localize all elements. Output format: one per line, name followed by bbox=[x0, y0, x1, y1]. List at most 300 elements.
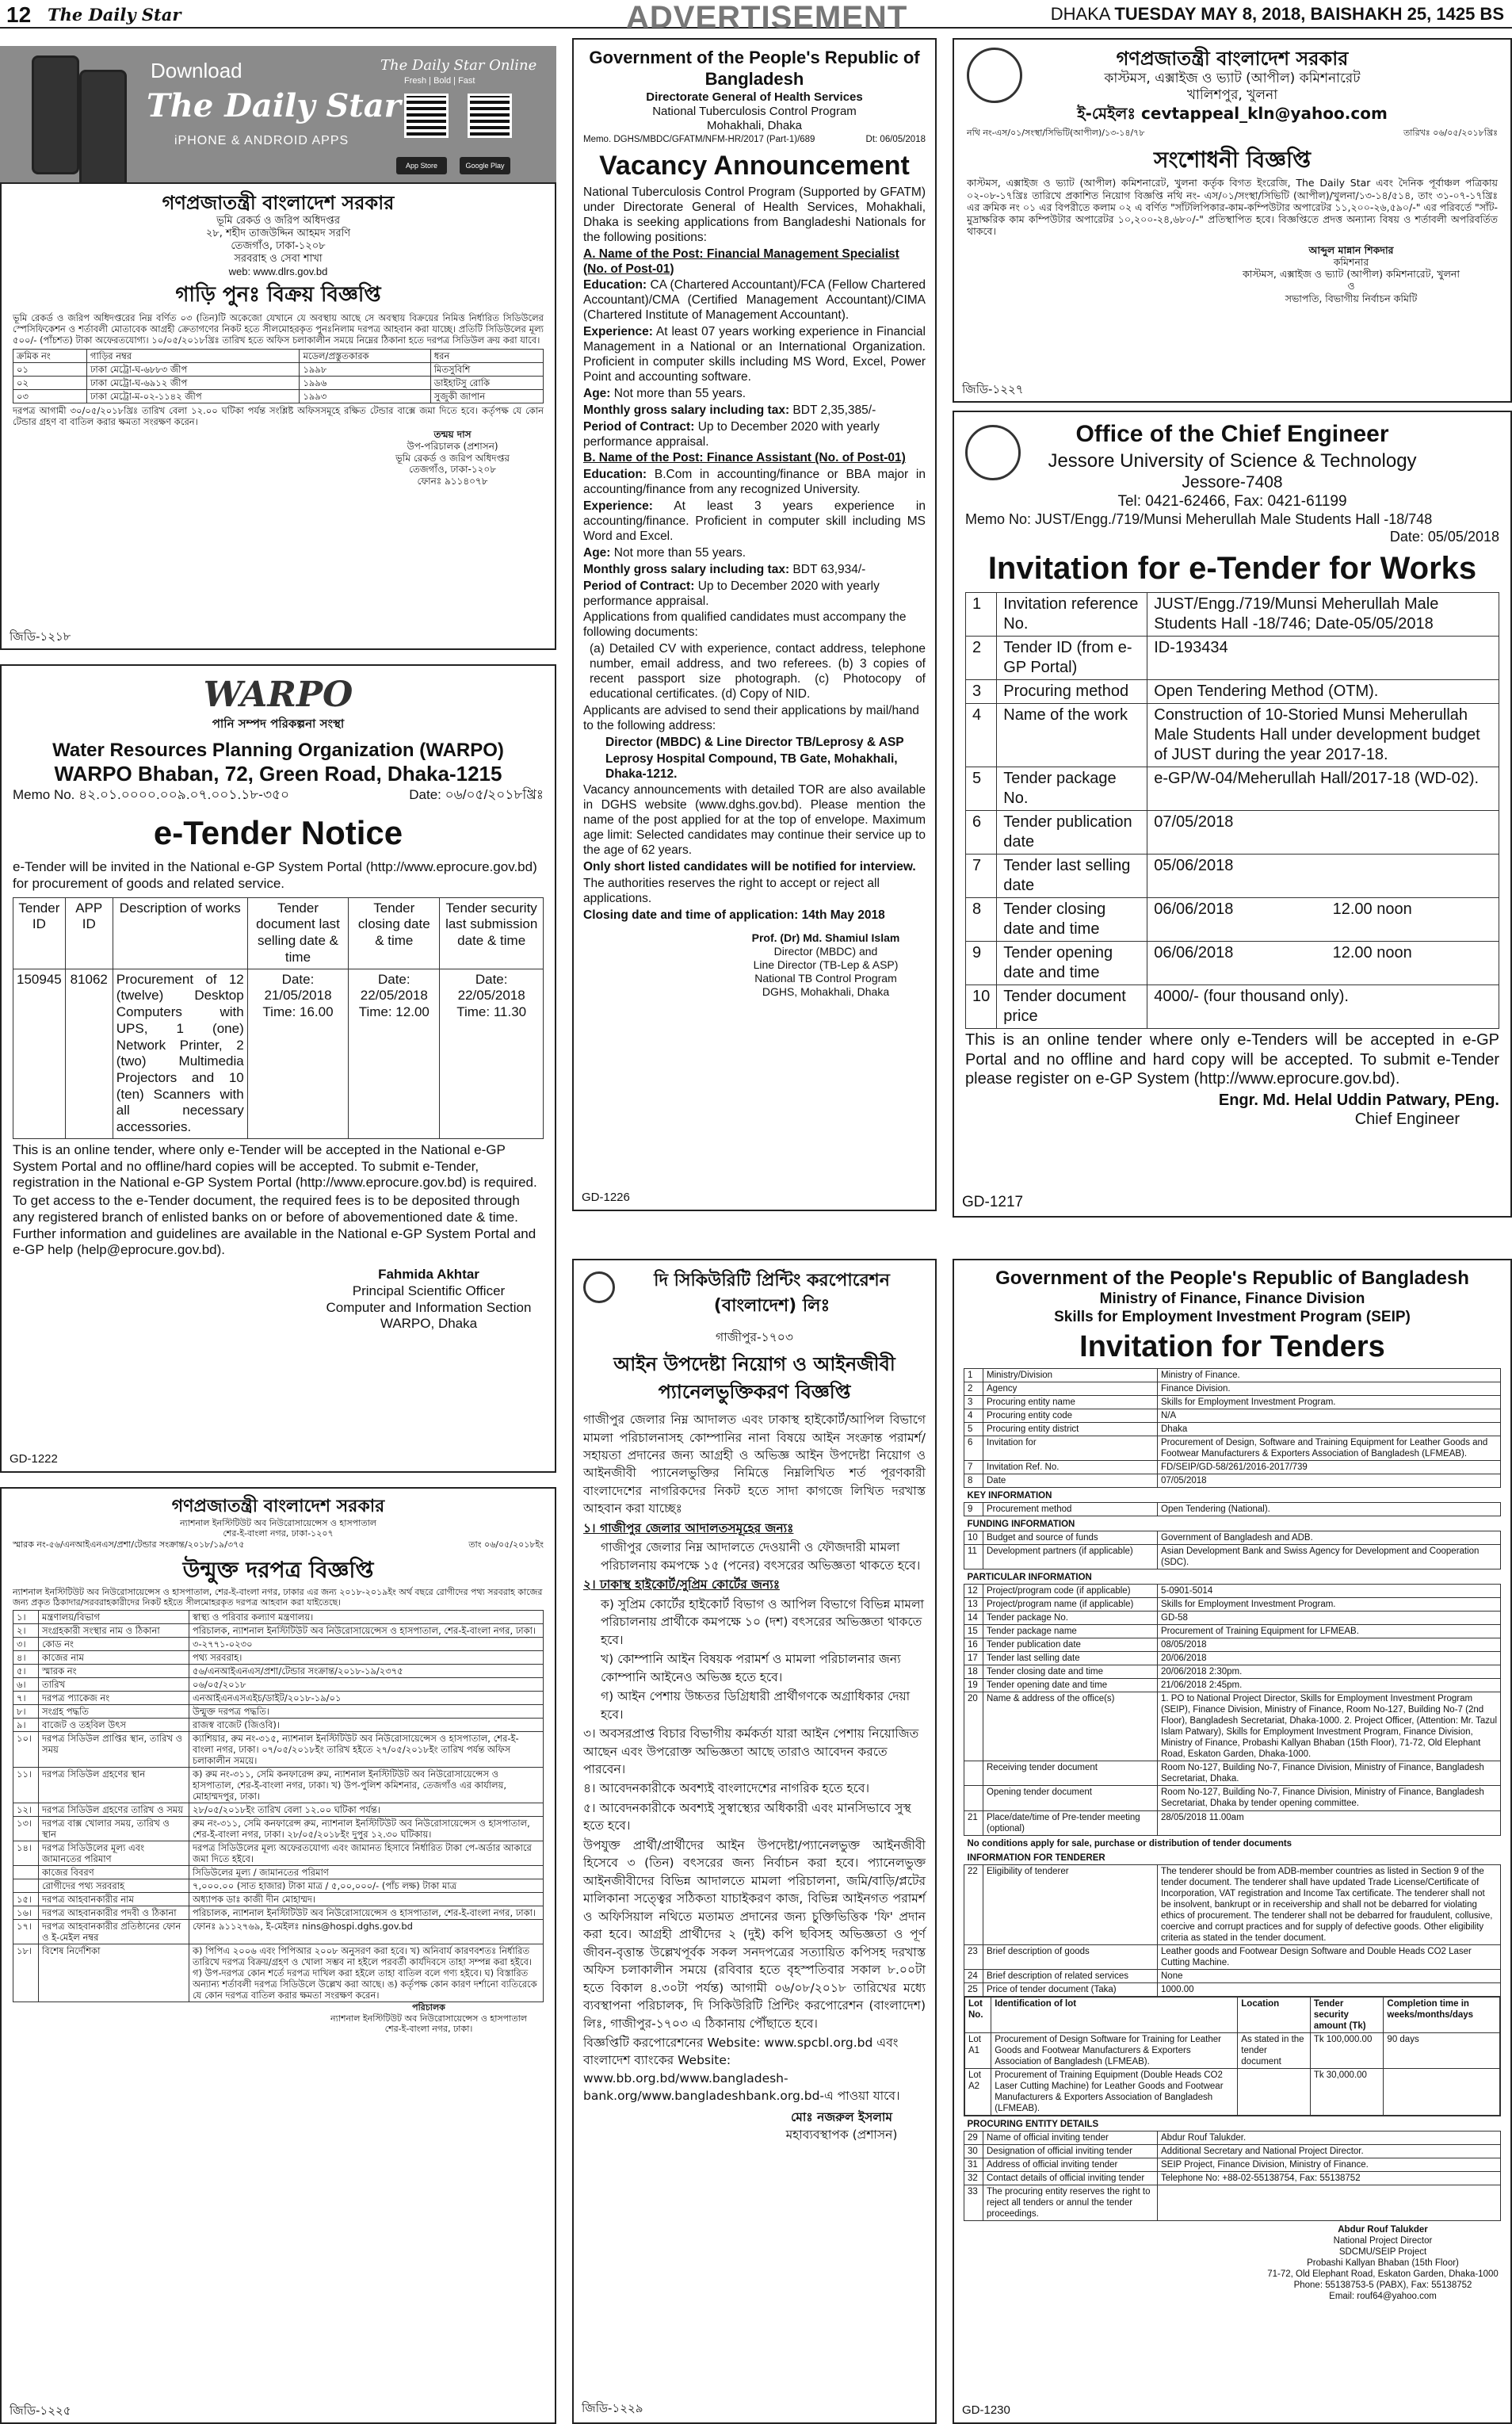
table-cell: Agency bbox=[983, 1382, 1158, 1395]
table-cell: 21 bbox=[964, 1810, 983, 1835]
table-cell: Tk 100,000.00 bbox=[1310, 2032, 1384, 2068]
spcbl-item2b: খ) কোম্পানি আইন বিষয়ক পরামর্শ ও মামলা পরিচালনার জন্য কোম্পানি আইনেও অভিজ্ঞ হতে হবে। bbox=[601, 1652, 901, 1684]
customs-signature bbox=[1205, 244, 1498, 304]
just-title: Invitation for e-Tender for Works bbox=[987, 550, 1477, 586]
table-cell: মিতসুবিশি bbox=[430, 363, 543, 377]
table-cell: সংগ্রহকারী সংস্থার নাম ও ঠিকানা bbox=[39, 1623, 189, 1637]
memo-number: Memo. DGHS/MBDC/GFATM/NFM-HR/2017 (Part-1)/689 bbox=[583, 134, 815, 144]
table-row bbox=[965, 2068, 1500, 2115]
promo-apps: iPHONE & ANDROID APPS bbox=[174, 134, 349, 147]
gd-number: জিডি-১২২৫ bbox=[10, 2403, 71, 2418]
table-row bbox=[964, 1679, 1501, 1692]
spcbl-item2c: গ) আইন পেশায় উচ্চতর ডিগ্রিধারী প্রার্থীগণকে অগ্রাধিকার দেয়া হবে। bbox=[601, 1689, 911, 1722]
table-cell: 22 bbox=[964, 1864, 983, 1944]
table-cell: Date: 22/05/2018 Time: 11.30 bbox=[440, 969, 544, 1138]
table-row bbox=[964, 1585, 1501, 1598]
table-cell: 15 bbox=[964, 1625, 983, 1638]
table-cell: ০১ bbox=[13, 363, 87, 377]
table-cell: দরপত্র সিডিউলের মূল্য এবং জামানতের পরিমাণ bbox=[39, 1841, 189, 1865]
table-cell: ৯। bbox=[13, 1718, 39, 1731]
spcbl-item1: গাজীপুর জেলার নিম্ন আদালতে দেওয়ানী ও ফৌজদারী মামলা পরিচালনায় কমপক্ষে ১৫ (পনের) বৎসরের অভিজ্ঞতা থাকতে হবে। bbox=[601, 1540, 921, 1573]
table-cell: Procuring entity name bbox=[983, 1396, 1158, 1409]
table-row bbox=[13, 1731, 544, 1767]
table-cell: ফোনঃ ৯১১২৭৬৯, ই-মেইলঃ nins@hospi.dghs.gov.bd bbox=[189, 1919, 544, 1944]
table-row bbox=[13, 1803, 544, 1816]
table-row bbox=[964, 1545, 1501, 1569]
warpo-logo-text: WARPO bbox=[203, 675, 353, 715]
table-row bbox=[966, 898, 1499, 942]
table-cell: Completion time in weeks/months/days bbox=[1384, 1997, 1500, 2032]
table-cell: ৩। bbox=[13, 1637, 39, 1650]
dateline-bangla: BAISHAKH 25, 1425 BS bbox=[1310, 4, 1504, 24]
section-heading bbox=[964, 1835, 1501, 1850]
masthead bbox=[0, 0, 1512, 35]
table-cell: Eligibility of tenderer bbox=[983, 1864, 1158, 1944]
table-cell: Tender last selling date bbox=[997, 855, 1147, 898]
spcbl-intro: গাজীপুর জেলার নিম্ন আদালত এবং ঢাকাস্থ হাইকোর্ট/আপিল বিভাগে মামলা পরিচালনাসহ কোম্পানির নানা বিষয়ে আইন সংক্রান্ত পরামর্শ/ সহায়তা প্রদানের জন্য আগ্রহী ও অভিজ্ঞ আইন উপদেষ্টা নিয়োগ ও আইনজীবী প্যানেলভুক্তির নিমিত্তে নিম্নলিখিত শর্ত পূরণকারী বাংলাদেশের নাগরিকদের নিকট হতে সাদা কাগজে লিখিত দরখাস্ত আহবান করা যাচ্ছেঃ bbox=[583, 1413, 926, 1516]
table-cell: INFORMATION FOR TENDERER bbox=[967, 1852, 1105, 1863]
table-cell: ID-193434 bbox=[1147, 637, 1499, 680]
spcbl-item4: ৪। আবেদনকারীকে অবশ্যই বাংলাদেশের নাগরিক হতে হবে। bbox=[583, 1781, 870, 1796]
table-cell: ডাইহাটসু রোকি bbox=[430, 377, 543, 390]
table-cell: 07/05/2018 bbox=[1147, 811, 1499, 855]
signer-name: মোঃ নজরুল ইসলাম bbox=[791, 2109, 892, 2124]
table-cell: Room No-127, Building No-7, Finance Division, Ministry of Finance, Bangladesh Secretariat, Dhaka by tender opening committee. bbox=[1158, 1786, 1501, 1810]
table-cell: PARTICULAR INFORMATION bbox=[967, 1573, 1092, 1583]
table-cell: e-GP/W-04/Meherullah Hall/2017-18 (WD-02). bbox=[1147, 767, 1499, 811]
lot-table bbox=[964, 1997, 1500, 2116]
table-cell: এনআইএনএসএইচ/ডাইট/২০১৮-১৯/০১ bbox=[189, 1691, 544, 1704]
table-cell: দরপত্র বাক্স খোলার সময়, তারিখ ও স্থান bbox=[39, 1816, 189, 1841]
table-cell: As stated in the tender document bbox=[1238, 2032, 1311, 2068]
spcbl-org: দি সিকিউরিটি প্রিন্টিং করপোরেশন (বাংলাদেশ) লিঃ bbox=[654, 1271, 890, 1316]
warpo-memo-line bbox=[13, 787, 544, 806]
table-cell: 33 bbox=[964, 2185, 983, 2220]
ntp-directorate: Directorate General of Health Services bbox=[646, 90, 863, 104]
signer-title: National TB Control Program bbox=[754, 971, 897, 985]
promo-download: Download bbox=[151, 59, 242, 82]
table-cell: ১৯৯৮ bbox=[300, 363, 430, 377]
signer-title: Chief Engineer bbox=[1354, 1110, 1460, 1128]
table-cell: Open Tendering (National). bbox=[1158, 1503, 1501, 1516]
ntp-address2: Leprosy Hospital Compound, TB Gate, Mohakhali, Dhaka-1212. bbox=[605, 751, 898, 781]
nins-table bbox=[13, 1610, 544, 2002]
table-row bbox=[964, 1612, 1501, 1625]
promo-paper: The Daily Star bbox=[147, 87, 401, 124]
table-row bbox=[13, 969, 544, 1138]
table-cell: ১০। bbox=[13, 1731, 39, 1767]
table-cell: ০৩ bbox=[13, 390, 87, 403]
table-cell: Dhaka bbox=[1158, 1423, 1501, 1436]
table-row bbox=[13, 1718, 544, 1731]
table-cell: ১১। bbox=[13, 1767, 39, 1803]
signer-title: SDCMU/SEIP Project bbox=[1338, 2247, 1427, 2258]
table-cell: 07/05/2018 bbox=[1158, 1474, 1501, 1488]
field-label: Experience: bbox=[583, 325, 653, 339]
table-cell: ০২ bbox=[13, 377, 87, 390]
table-cell: N/A bbox=[1158, 1409, 1501, 1423]
memo-date: Dt: 06/05/2018 bbox=[865, 134, 926, 144]
qr-code-icon bbox=[468, 94, 512, 138]
table-cell: 8 bbox=[964, 1474, 983, 1488]
table-cell: ৫৬/এনআইএনএস/প্রশা/টেন্ডার সংক্রান্ত/২০১৮-১৯/২৩৭৫ bbox=[189, 1664, 544, 1677]
nins-address: শের-ই-বাংলা নগর, ঢাকা-১২০৭ bbox=[223, 1528, 334, 1539]
table-row bbox=[13, 1919, 544, 1944]
signer-title: 71-72, Old Elephant Road, Eskaton Garden, Dhaka-1000 bbox=[1267, 2269, 1499, 2280]
table-cell: 29 bbox=[964, 2131, 983, 2144]
signer-name: Prof. (Dr) Md. Shamiul Islam bbox=[751, 931, 900, 944]
table-cell: 9 bbox=[966, 942, 997, 985]
table-cell: The procuring entity reserves the right to reject all tenders or annul the tender proceedings. bbox=[983, 2185, 1158, 2220]
ntp-vacancy-notice bbox=[572, 38, 937, 1211]
table-cell: 05/06/2018 bbox=[1147, 855, 1499, 898]
table-cell: Procurement of Training Equipment (Double Heads CO2 Laser Cutting Machine) for Leather Goods and Footwear Manufacturers & Exporters Association of Bangladesh (LFMEAB). bbox=[991, 2068, 1238, 2115]
spcbl-title: আইন উপদেষ্টা নিয়োগ ও আইনজীবী প্যানেলভুক্তিকরণ বিজ্ঞপ্তি bbox=[613, 1353, 895, 1404]
table-cell: 7 bbox=[966, 855, 997, 898]
customs-email[interactable]: ই-মেইলঃ cevtappeal_kln@yahoo.com bbox=[1077, 103, 1388, 123]
ntp-post-a-salary bbox=[583, 403, 926, 419]
table-cell: 90 days bbox=[1384, 2032, 1500, 2068]
spcbl-signature bbox=[758, 2109, 926, 2144]
gd-number: GD-1217 bbox=[962, 1193, 1024, 1210]
dlrs-web-link[interactable]: web: www.dlrs.gov.bd bbox=[228, 265, 328, 277]
table-cell bbox=[1238, 2068, 1311, 2115]
ntp-intro: National Tuberculosis Control Program (Supported by GFATM) under Directorate General of Health Services, Mohakhali, Dhaka is seeking applications from Bangladeshi Nationals for the following positions: bbox=[583, 185, 926, 244]
dateline bbox=[1051, 4, 1504, 25]
table-cell: দরপত্র সিডিউল গ্রহণের তারিখ ও সময় bbox=[39, 1803, 189, 1816]
field-value: At least 3 years experience in accounting/finance. Proficient in computer skill including MS Word and Excel. bbox=[583, 499, 926, 543]
table-header: Tender closing date & time bbox=[349, 897, 440, 969]
signer-title: National Project Director bbox=[1333, 2236, 1433, 2246]
table-cell bbox=[964, 1786, 983, 1810]
section-heading bbox=[964, 1516, 1501, 1531]
warpo-fee-text: To get access to the e-Tender document, the required fees is to be deposited through any registered branch of enlisted banks on or before of abovementioned date & time. Further information and guidelines are available in the National e-GP System Portal and e-GP help (help@eprocure.gov.bd). bbox=[13, 1193, 536, 1258]
memo-date: তারিখঃ ০৬/০৫/২০১৮খ্রিঃ bbox=[1403, 128, 1498, 139]
table-cell: Invitation reference No. bbox=[997, 593, 1147, 637]
table-cell: Procurement of 12 (twelve) Desktop Computers with UPS, 1 (one) Network Printer, 2 (two) Multimedia Projectors and 10 (ten) Scanners with all necessary accessories. bbox=[113, 969, 247, 1138]
table-header: Description of works bbox=[113, 897, 247, 969]
lot-table-row bbox=[964, 1996, 1501, 2116]
table-row bbox=[964, 2144, 1501, 2158]
table-cell: ৫। bbox=[13, 1664, 39, 1677]
dlrs-signature bbox=[361, 429, 544, 487]
table-cell: ঢাকা মেট্রো-ঘ-৬৯১২ জীপ bbox=[86, 377, 300, 390]
table-cell: দরপত্র আহবানকারীর নাম bbox=[39, 1892, 189, 1906]
table-cell: Ministry/Division bbox=[983, 1368, 1158, 1382]
table-row bbox=[13, 390, 544, 403]
table-cell: Receiving tender document bbox=[983, 1761, 1158, 1786]
table-cell: Ministry of Finance. bbox=[1158, 1368, 1501, 1382]
table-cell: ১৬। bbox=[13, 1906, 39, 1919]
qr-code-icon bbox=[404, 94, 449, 138]
signer-org: WARPO, Dhaka bbox=[380, 1316, 478, 1332]
table-cell: ২। bbox=[13, 1623, 39, 1637]
table-cell: দরপত্র সিডিউল প্রাপ্তির স্থান, তারিখ ও সময় bbox=[39, 1731, 189, 1767]
field-value: At least 07 years working experience in Financial Management in a National or an International Organization. Proficient in computer skills including MS Word, Excel, Power Point and accounting software. bbox=[583, 325, 926, 384]
ntp-docs: (a) Detailed CV with experience, contact address, telephone number, email address, and two referees. (b) 3 copies of recent passport size photograph. (c) Photocopy of educational certificates. (d) Copy of NID. bbox=[590, 642, 926, 702]
table-cell: Date bbox=[983, 1474, 1158, 1488]
table-cell: Invitation for bbox=[983, 1436, 1158, 1461]
table-header-row bbox=[13, 897, 544, 969]
table-cell: 2 bbox=[966, 637, 997, 680]
table-cell: 12 bbox=[964, 1585, 983, 1598]
spcbl-logo-icon bbox=[583, 1271, 615, 1303]
table-cell: ১৫। bbox=[13, 1892, 39, 1906]
signer-title: DGHS, Mohakhali, Dhaka bbox=[762, 985, 890, 998]
warpo-notice bbox=[0, 664, 556, 1473]
signer-place: শের-ই-বাংলা নগর, ঢাকা। bbox=[384, 2023, 473, 2034]
table-cell: 5-0901-5014 bbox=[1158, 1585, 1501, 1598]
field-label: Education: bbox=[583, 468, 647, 482]
table-row bbox=[964, 1409, 1501, 1423]
field-label: Monthly gross salary including tax: bbox=[583, 403, 790, 417]
table-row bbox=[964, 1436, 1501, 1461]
table-row bbox=[13, 1650, 544, 1664]
table-cell: বিশেষ নির্দেশিকা bbox=[39, 1944, 189, 2002]
nins-org: ন্যাশনাল ইনস্টিটিউট অব নিউরোসায়েন্সেস ও হাসপাতাল bbox=[180, 1517, 376, 1528]
ntp-post-a-exp bbox=[583, 325, 926, 385]
table-cell: উন্মুক্ত দরপত্র পদ্ধতি। bbox=[189, 1704, 544, 1718]
table-cell: 13 bbox=[964, 1598, 983, 1612]
table-row bbox=[964, 1598, 1501, 1612]
seip-tender-notice bbox=[953, 1259, 1512, 2424]
table-cell: বাজেট ও তহবিল উৎস bbox=[39, 1718, 189, 1731]
field-value: BDT 2,35,385/- bbox=[792, 403, 876, 417]
field-label: Experience: bbox=[583, 499, 653, 514]
table-cell: Procurement of Training Equipment for LFMEAB. bbox=[1158, 1625, 1501, 1638]
field-value: Up to December 2020 with yearly performance appraisal. bbox=[583, 419, 880, 449]
table-cell: রুম নং-৩১১, সেমি কনফারেন্স রুম, ন্যাশনাল ইনস্টিটিউট অব নিউরোসায়েন্সেস ও হাসপাতাল, শের-ই-বাংলা নগর, ঢাকা। ২৮/০৫/২০১৮ইং দুপুর ১২.৩০ ঘটিকায়। bbox=[189, 1816, 544, 1841]
signer-phone: ফোনঃ ৯১১৪০৭৮ bbox=[417, 475, 488, 487]
table-cell: Tender publication date bbox=[997, 811, 1147, 855]
table-cell: Tender closing date and time bbox=[997, 898, 1147, 942]
table-cell: 16 bbox=[964, 1638, 983, 1652]
table-header: গাড়ির নম্বর bbox=[86, 350, 300, 363]
ntp-post-a-age bbox=[583, 387, 926, 402]
table-row bbox=[964, 2185, 1501, 2220]
just-university: Jessore University of Science & Technology bbox=[1048, 449, 1417, 472]
table-cell: Lot A1 bbox=[965, 2032, 991, 2068]
seip-program: Skills for Employment Investment Program (SEIP) bbox=[1054, 1309, 1411, 1326]
page-number: 12 bbox=[6, 2, 32, 27]
warpo-online-text: This is an online tender, where only e-Tender will be accepted in the National e-GP System Portal and no offline/hard copies will be accepted. To submit e-Tender, registration in the National e-GP System Portal (http://www.eprocure.gov.bd) is required. bbox=[13, 1141, 537, 1191]
table-cell: পরিচালক, ন্যাশনাল ইনস্টিটিউট অব নিউরোসায়েন্সেস ও হাসপাতাল, শের-ই-বাংলা নগর, ঢাকা। bbox=[189, 1906, 544, 1919]
customs-header: গণপ্রজাতন্ত্রী বাংলাদেশ সরকার bbox=[1116, 48, 1349, 70]
table-cell: Budget and source of funds bbox=[983, 1531, 1158, 1545]
table-cell: FD/SEIP/GD-58/261/2016-2017/739 bbox=[1158, 1461, 1501, 1474]
warpo-org: Water Resources Planning Organization (WARPO) bbox=[52, 739, 504, 761]
table-row bbox=[966, 811, 1499, 855]
table-cell: ১৯৯৩ bbox=[300, 390, 430, 403]
table-cell: Tender last selling date bbox=[983, 1652, 1158, 1665]
nins-intro: ন্যাশনাল ইনস্টিটিউট অব নিউরোসায়েন্সেস ও হাসপাতাল, শের-ই-বাংলা নগর, ঢাকার এর জন্য ২০১৮-২০১৯ইং অর্থ বছরে রোগীদের পথ্য সরবরাহ কাজের জন্য প্রকৃত ঠিকাদার/সরবরাহকারীদের নিকট হইতে সীলমোহরকৃত দরপত্র আহবান করা যাইতেছে। bbox=[13, 1586, 543, 1608]
table-row bbox=[13, 1892, 544, 1906]
table-cell: 10 bbox=[966, 985, 997, 1029]
table-row bbox=[964, 2131, 1501, 2144]
table-row bbox=[964, 1368, 1501, 1382]
table-cell: 10 bbox=[964, 1531, 983, 1545]
gd-number: GD-1226 bbox=[582, 1190, 630, 1204]
table-row bbox=[13, 1879, 544, 1892]
ntp-authority: The authorities reserves the right to accept or reject all applications. bbox=[583, 876, 880, 905]
memo-number: Memo No. ৪২.০১.০০০০.০০৯.০৭.০০১.১৮-৩৫০ bbox=[13, 786, 290, 802]
spcbl-item1-title: ১। গাজীপুর জেলার আদালতসমূহের জন্যঃ bbox=[583, 1520, 794, 1535]
signer-name: Fahmida Akhtar bbox=[378, 1267, 479, 1283]
table-row bbox=[13, 1944, 544, 2002]
table-row bbox=[964, 1810, 1501, 1835]
table-cell: Tender security amount (Tk) bbox=[1310, 1997, 1384, 2032]
table-cell: 18 bbox=[964, 1665, 983, 1679]
table-cell bbox=[964, 1761, 983, 1786]
table-cell: Location bbox=[1238, 1997, 1311, 2032]
table-cell: Procuring entity code bbox=[983, 1409, 1158, 1423]
field-value: B.Com in accounting/finance or BBA major in accounting/finance from any recognized University. bbox=[583, 468, 926, 497]
table-cell: ক) পিপিএ ২০০৬ এবং পিপিআর ২০০৮ অনুসরণ করা হবে। খ) অনিবার্য কারণবশতঃ নির্ধারিত তারিখে দরপত্র বিক্রয়/গ্রহণ ও খোলা সম্ভব না হইলে পরবর্তী কার্যদিবসে তাহা সম্পন্ন করা হইবে। গ) উপ-দরপত্র কোন শর্তে দরপত্র দাখিল করা হইলে তাহা বাতিল বলে গণ্য হইবে। ঘ) বিস্তারিত অন্যান্য শর্তাবলী দরপত্র সিডিউলে উল্লেখ করা আছে। ঙ) কর্তৃপক্ষ কোন কারণ দর্শানো ব্যতিরেকে যে কোন দরপত্র বাতিল করার ক্ষমতা সংরক্ষণ করেন। bbox=[189, 1944, 544, 2002]
spcbl-websites[interactable]: বিজ্ঞপ্তিটি করপোরেশনের Website: www.spcbl.org.bd এবং বাংলাদেশ ব্যাংকের Website: www.bb.org.bd/www.bangladesh-bank.org/www.bangladeshbank.org.bd-এ পাওয়া যাবে। bbox=[583, 2036, 900, 2104]
nins-notice bbox=[0, 1487, 556, 2424]
table-row bbox=[966, 637, 1499, 680]
table-row bbox=[13, 1623, 544, 1637]
warpo-intro: e-Tender will be invited in the National e-GP System Portal (http://www.eprocure.gov.bd) for procurement of goods and related service. bbox=[13, 859, 537, 891]
table-cell: 6 bbox=[964, 1436, 983, 1461]
table-cell: 06/06/2018 bbox=[1147, 942, 1327, 985]
signer-title: Principal Scientific Officer bbox=[352, 1283, 506, 1298]
table-cell: Asian Development Bank and Swiss Agency for Development and Cooperation (SDC). bbox=[1158, 1545, 1501, 1569]
government-seal-icon bbox=[967, 48, 1022, 103]
signer-dept: Computer and Information Section bbox=[326, 1299, 532, 1315]
table-cell bbox=[13, 1865, 39, 1879]
memo-date: Date: ০৬/০৫/২০১৮খ্রিঃ bbox=[409, 786, 544, 802]
warpo-signature bbox=[314, 1267, 544, 1332]
app-promo-banner[interactable] bbox=[0, 46, 556, 205]
signer-title: উপ-পরিচালক (প্রশাসন) bbox=[407, 441, 498, 453]
table-row bbox=[13, 1841, 544, 1865]
table-row bbox=[964, 1692, 1501, 1761]
table-cell: কাজের নাম bbox=[39, 1650, 189, 1664]
field-value: Up to December 2020 with yearly performance appraisal. bbox=[583, 579, 880, 608]
table-row bbox=[964, 1625, 1501, 1638]
table-row bbox=[13, 1906, 544, 1919]
warpo-logo bbox=[13, 674, 544, 731]
table-cell: Procurement method bbox=[983, 1503, 1158, 1516]
table-cell: 08/05/2018 bbox=[1158, 1638, 1501, 1652]
table-cell: 5 bbox=[964, 1423, 983, 1436]
phone-image bbox=[79, 70, 127, 189]
dlrs-vehicle-table bbox=[13, 349, 544, 403]
table-cell: 12.00 noon bbox=[1327, 942, 1499, 985]
table-cell: 3 bbox=[964, 1396, 983, 1409]
seip-table bbox=[964, 1368, 1501, 2221]
table-cell: 20/06/2018 bbox=[1158, 1652, 1501, 1665]
table-row bbox=[13, 1664, 544, 1677]
table-cell: Procurement of Design, Software and Training Equipment for Leather Goods and Footwear Manufacturers & Exporters Association of Bangladesh (LFMEAB). bbox=[1158, 1436, 1501, 1461]
table-cell: 150945 bbox=[13, 969, 66, 1138]
table-row bbox=[13, 363, 544, 377]
table-row bbox=[966, 704, 1499, 767]
table-cell: 2 bbox=[964, 1382, 983, 1395]
table-cell: Name & address of the office(s) bbox=[983, 1692, 1158, 1761]
table-cell: None bbox=[1158, 1969, 1501, 1982]
table-cell: ৮। bbox=[13, 1704, 39, 1718]
table-cell: Project/program name (if applicable) bbox=[983, 1598, 1158, 1612]
just-tender-table bbox=[965, 592, 1499, 1029]
phone-image bbox=[32, 55, 79, 174]
table-cell: Construction of 10-Storied Munsi Meherullah Male Students Hall under development budget of JUST during the year 2017-18. bbox=[1147, 704, 1499, 767]
signer-place: তেজগাঁও, ঢাকা-১২০৮ bbox=[408, 464, 497, 476]
ntp-post-b-exp bbox=[583, 499, 926, 545]
ntp-signature bbox=[726, 931, 926, 999]
table-row bbox=[964, 1396, 1501, 1409]
table-cell: 30 bbox=[964, 2144, 983, 2158]
table-cell: 20/06/2018 2:30pm. bbox=[1158, 1665, 1501, 1679]
nins-memo-line bbox=[13, 1539, 544, 1554]
google-play-icon[interactable]: Google Play bbox=[460, 157, 510, 174]
field-value: CA (Chartered Accountant)/FCA (Fellow Chartered Accountant)/CMA (Certified Management Accountant)/CIMA (Chartered Institute of Management Accountant). bbox=[583, 278, 926, 323]
just-office: Office of the Chief Engineer bbox=[1075, 421, 1389, 447]
table-cell: Date: 21/05/2018 Time: 16.00 bbox=[247, 969, 349, 1138]
table-cell: সুজুকী জাপান bbox=[430, 390, 543, 403]
table-cell: 4 bbox=[966, 704, 997, 767]
promo-tagline: Fresh | Bold | Fast bbox=[404, 76, 475, 86]
dlrs-notice bbox=[0, 182, 556, 650]
table-cell: Place/date/time of Pre-tender meeting (optional) bbox=[983, 1810, 1158, 1835]
ntp-program: National Tuberculosis Control Program bbox=[652, 104, 857, 118]
table-row bbox=[966, 767, 1499, 811]
nins-signature bbox=[314, 2002, 544, 2034]
table-row bbox=[966, 985, 1499, 1029]
signer-name: পরিচালক bbox=[412, 2002, 445, 2013]
table-cell: ২৮/০৫/২০১৮ইং তারিখ বেলা ১২.০০ ঘটিকা পর্যন্ত। bbox=[189, 1803, 544, 1816]
table-cell: দরপত্র আহবানকারীর পদবী ও ঠিকানা bbox=[39, 1906, 189, 1919]
table-cell: দরপত্র আহবানকারীর প্রতিষ্ঠানের ফোন ও ই-মেইল নম্বর bbox=[39, 1919, 189, 1944]
table-row bbox=[964, 1786, 1501, 1810]
app-store-icon[interactable]: App Store bbox=[396, 157, 447, 174]
lot-table-container bbox=[964, 1996, 1501, 2116]
table-cell: PROCURING ENTITY DETAILS bbox=[967, 2119, 1099, 2129]
table-cell: 06/06/2018 bbox=[1147, 898, 1327, 942]
table-row bbox=[964, 1864, 1501, 1944]
table-row bbox=[964, 1503, 1501, 1516]
table-cell: 6 bbox=[966, 811, 997, 855]
nins-title: উন্মুক্ত দরপত্র বিজ্ঞপ্তি bbox=[182, 1556, 374, 1583]
table-cell: রোগীদের পথ্য সরবরাহ bbox=[39, 1879, 189, 1892]
table-cell: Skills for Employment Investment Program. bbox=[1158, 1396, 1501, 1409]
gd-number: জিডি-১২২৯ bbox=[582, 2401, 643, 2416]
table-cell: 3 bbox=[966, 680, 997, 704]
table-cell: দরপত্র সিডিউলের মূল্য অফেরতযোগ্য এবং জামানত হিসাবে নির্ধারিত টাকা পে-অর্ডার আকারে জমা দিতে হইবে। bbox=[189, 1841, 544, 1865]
table-cell: Date: 22/05/2018 Time: 12.00 bbox=[349, 969, 440, 1138]
dlrs-branch: সরবরাহ ও সেবা শাখা bbox=[234, 252, 323, 265]
dlrs-closing: দরপত্র আগামী ৩০/০৫/২০১৮খ্রিঃ তারিখ বেলা ১২.০০ ঘটিকা পর্যন্ত সংশ্লিষ্ট অফিসসমূহে রক্ষিত টেন্ডার বাক্সে জমা দিতে হবে। কর্তৃপক্ষ যে কোন টেন্ডার গ্রহণ বা বাতিল করার ক্ষমতা সংরক্ষণ করেন। bbox=[13, 405, 544, 428]
ntp-post-b-age bbox=[583, 546, 926, 561]
ntp-post-a-edu bbox=[583, 278, 926, 323]
table-row bbox=[13, 1865, 544, 1879]
table-cell: ১৪। bbox=[13, 1841, 39, 1865]
table-header-row bbox=[965, 1997, 1500, 2032]
table-cell: 7 bbox=[964, 1461, 983, 1474]
table-cell: তারিখ bbox=[39, 1677, 189, 1691]
gd-number: জিডি-১২১৮ bbox=[10, 629, 71, 644]
table-cell: 11 bbox=[964, 1545, 983, 1569]
spcbl-header bbox=[583, 1268, 926, 1329]
table-cell: No conditions apply for sale, purchase or distribution of tender documents bbox=[967, 1838, 1292, 1849]
table-cell: পথ্য সরবরাহ। bbox=[189, 1650, 544, 1664]
ntp-place: Mohakhali, Dhaka bbox=[706, 119, 803, 133]
table-row bbox=[964, 1665, 1501, 1679]
university-logo-icon bbox=[965, 425, 1021, 480]
table-row bbox=[964, 1461, 1501, 1474]
table-row bbox=[964, 1423, 1501, 1436]
